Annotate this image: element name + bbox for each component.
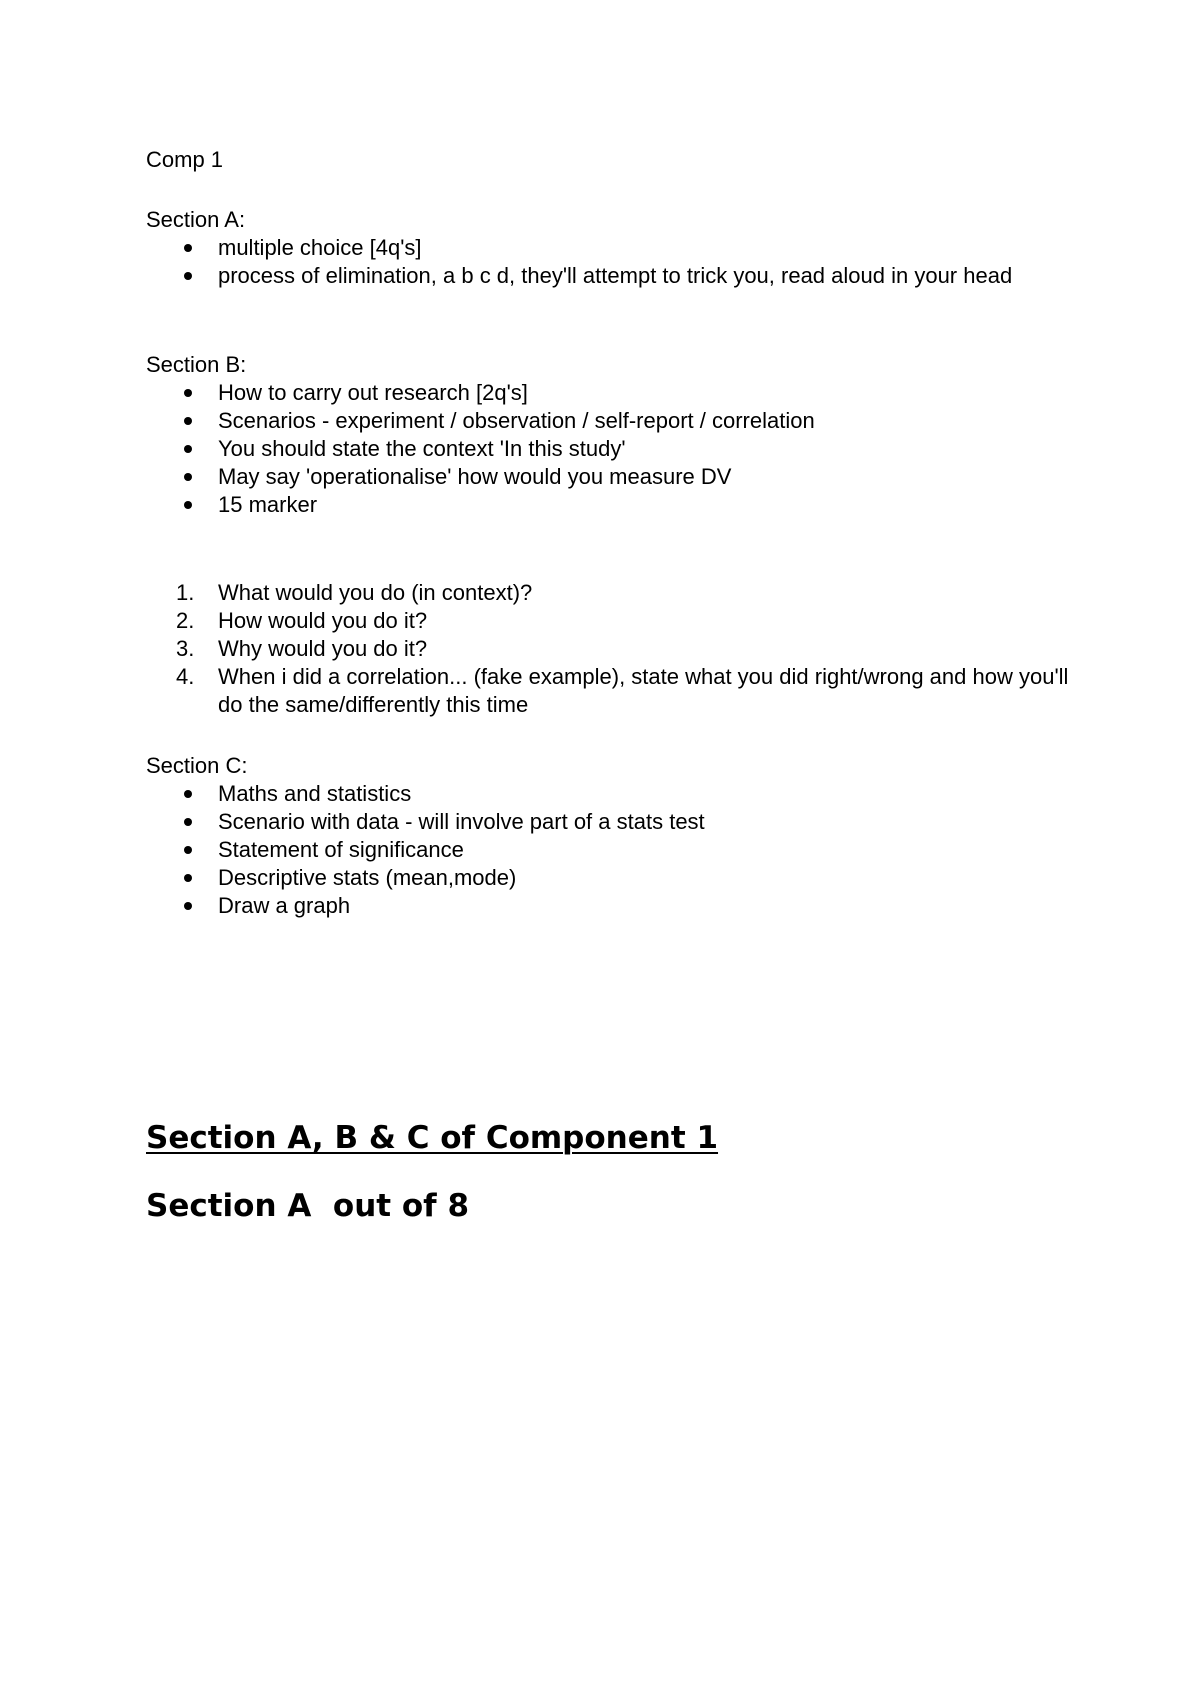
list-item-text: 15 marker — [218, 492, 318, 517]
bullet-icon — [184, 491, 204, 509]
bullet-icon — [184, 463, 204, 481]
bullet-icon — [184, 435, 204, 453]
numbered-item — [146, 663, 1076, 719]
list-item-text: Scenarios - experiment / observation / self-report / correlation — [218, 408, 815, 433]
list-item — [146, 234, 1076, 262]
section-c-label: Section C: — [146, 753, 248, 778]
list-item-text: Statement of significance — [218, 837, 464, 862]
numbered-item — [146, 635, 1076, 663]
list-item — [146, 808, 1076, 836]
document-title: Comp 1 — [146, 147, 224, 172]
bullet-icon — [184, 234, 204, 252]
bullet-icon — [184, 808, 204, 826]
bullet-icon — [184, 892, 204, 910]
list-item — [146, 262, 1076, 290]
sub-heading: Section A out of 8 — [146, 1188, 470, 1224]
numbered-item-text: What would you do (in context)? — [218, 580, 533, 605]
list-item — [146, 435, 1076, 463]
list-item-text: Draw a graph — [218, 893, 351, 918]
list-item — [146, 463, 1076, 491]
list-item-text: Scenario with data - will involve part of a stats test — [218, 809, 705, 834]
main-heading: Section A, B & C of Component 1 — [146, 1120, 719, 1156]
numbered-item — [146, 607, 1076, 635]
item-number: 2. — [176, 608, 195, 633]
list-item — [146, 864, 1076, 892]
numbered-item-text: Why would you do it? — [218, 636, 428, 661]
list-item — [146, 491, 1076, 519]
list-item-text: process of elimination, a b c d, they'll attempt to trick you, read aloud in your head — [218, 263, 1013, 288]
numbered-item-text: How would you do it? — [218, 608, 428, 633]
numbered-item — [146, 579, 1076, 607]
list-item-text: You should state the context 'In this study' — [218, 436, 626, 461]
bullet-icon — [184, 864, 204, 882]
item-number: 4. — [176, 664, 195, 689]
list-item-text: May say 'operationalise' how would you measure DV — [218, 464, 732, 489]
bullet-icon — [184, 379, 204, 397]
list-item-text: multiple choice [4q's] — [218, 235, 422, 260]
list-item — [146, 780, 1076, 808]
bullet-icon — [184, 836, 204, 854]
section-b-label: Section B: — [146, 352, 247, 377]
numbered-item-text: When i did a correlation... (fake example), state what you did right/wrong and how you'll do the same/differently this time — [218, 664, 1069, 717]
list-item — [146, 379, 1076, 407]
list-item — [146, 892, 1076, 920]
item-number: 1. — [176, 580, 195, 605]
item-number: 3. — [176, 636, 195, 661]
section-a-label: Section A: — [146, 207, 246, 232]
list-item — [146, 836, 1076, 864]
list-item-text: Maths and statistics — [218, 781, 412, 806]
bullet-icon — [184, 780, 204, 798]
bullet-icon — [184, 262, 204, 280]
list-item-text: How to carry out research [2q's] — [218, 380, 528, 405]
bullet-icon — [184, 407, 204, 425]
list-item-text: Descriptive stats (mean,mode) — [218, 865, 517, 890]
list-item — [146, 407, 1076, 435]
